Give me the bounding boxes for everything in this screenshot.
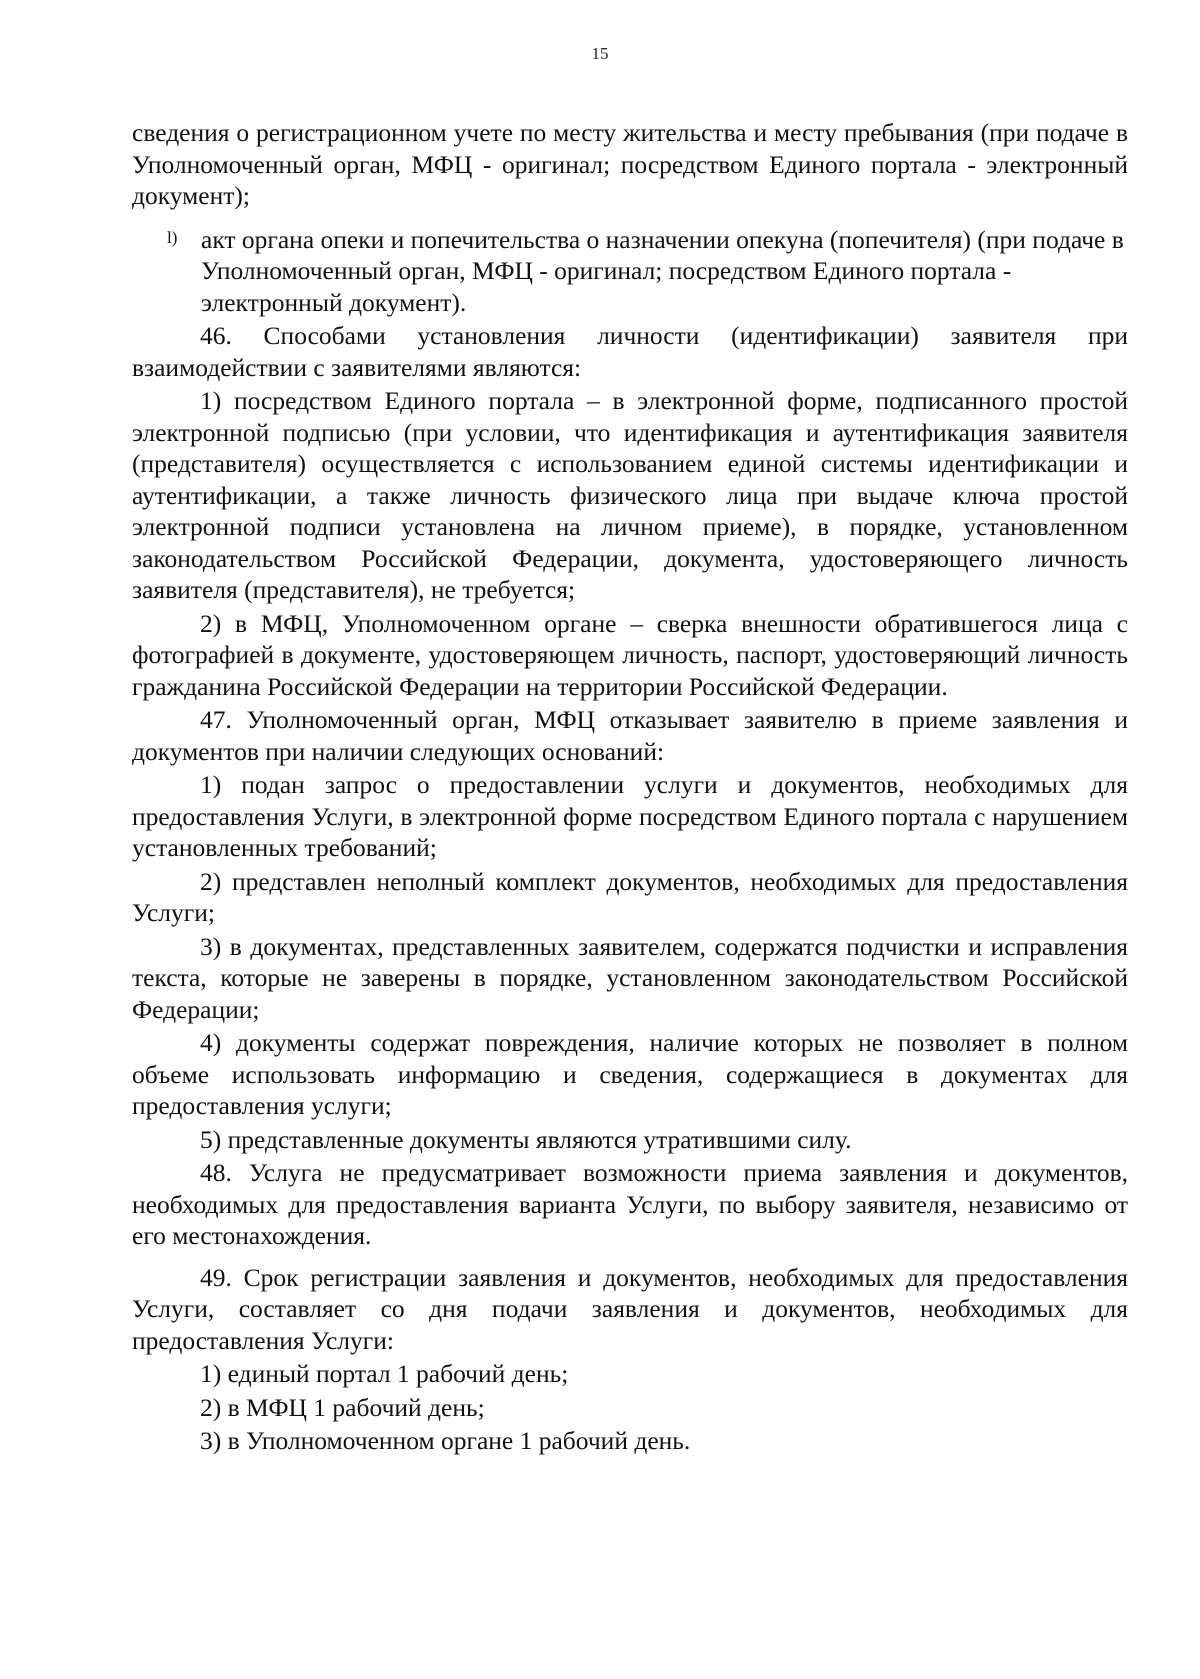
paragraph-49-item-3: 3) в Уполномоченном органе 1 рабочий день.	[200, 1426, 691, 1455]
paragraph-49-item-2: 2) в МФЦ 1 рабочий день;	[200, 1392, 485, 1422]
list-item-l-text: акт органа опеки и попечительства о назначении опекуна (попечителя) (при подаче в Уполномоченный орган, МФЦ - оригинал; посредством Единого портала - электронный документ).	[201, 224, 1124, 317]
paragraph-47-item-1: 1) подан запрос о предоставлении услуги и документов, необходимых для предоставления Услуги, в электронной форме посредством Единого портала с нарушением установленных требований;	[132, 770, 1128, 862]
document-body	[132, 117, 1128, 1457]
paragraph-47-item-2: 2) представлен неполный комплект документов, необходимых для предоставления Услуги;	[132, 866, 1128, 927]
paragraph-47-item-4: 4) документы содержат повреждения, наличие которых не позволяет в полном объеме использовать информацию и сведения, содержащиеся в документах для предоставления услуги;	[132, 1028, 1128, 1120]
paragraph-47: 47. Уполномоченный орган, МФЦ отказывает заявителю в приеме заявления и документов при наличии следующих оснований:	[132, 705, 1128, 766]
paragraph-intro: сведения о регистрационном учете по месту жительства и месту пребывания (при подаче в Уполномоченный орган, МФЦ - оригинал; посредством Единого портала - электронный документ);	[132, 118, 1128, 210]
paragraph-47-item-5: 5) представленные документы являются утратившими силу.	[200, 1124, 852, 1154]
paragraph-48: 48. Услуга не предусматривает возможности приема заявления и документов, необходимых для предоставления варианта Услуги, по выбору заявителя, независимо от его местонахождения.	[132, 1158, 1128, 1250]
page-number: 15	[591, 44, 609, 63]
paragraph-49-item-1: 1) единый портал 1 рабочий день;	[200, 1359, 569, 1388]
list-marker-l: l)	[167, 227, 178, 247]
paragraph-47-item-3: 3) в документах, представленных заявителем, содержатся подчистки и исправления текста, которые не заверены в порядке, установленном законодательством Российской Федерации;	[132, 931, 1128, 1024]
paragraph-46: 46. Способами установления личности (идентификации) заявителя при взаимодействии с заявителями являются:	[132, 321, 1128, 382]
paragraph-46-item-1: 1) посредством Единого портала – в электронной форме, подписанного простой электронной подписью (при условии, что идентификация и аутентификация заявителя (представителя) осуществляется с использованием единой системы идентификации и аутентификации, а также личность физического лица при выдаче ключа простой электронной подписи установлена на личном приеме), в порядке, установленном законодательством Российской Федерации, документа, удостоверяющего личность заявителя (представителя), не требуется;	[132, 386, 1128, 604]
paragraph-46-item-2: 2) в МФЦ, Уполномоченном органе – сверка внешности обратившегося лица с фотографией в документе, удостоверяющем личность, паспорт, удостоверяющий личность гражданина Российской Федерации на территории Российской Федерации.	[132, 608, 1128, 701]
paragraph-49: 49. Срок регистрации заявления и документов, необходимых для предоставления Услуги, составляет со дня подачи заявления и документов, необходимых для предоставления Услуги:	[132, 1262, 1128, 1355]
list-item-l	[167, 224, 1128, 319]
